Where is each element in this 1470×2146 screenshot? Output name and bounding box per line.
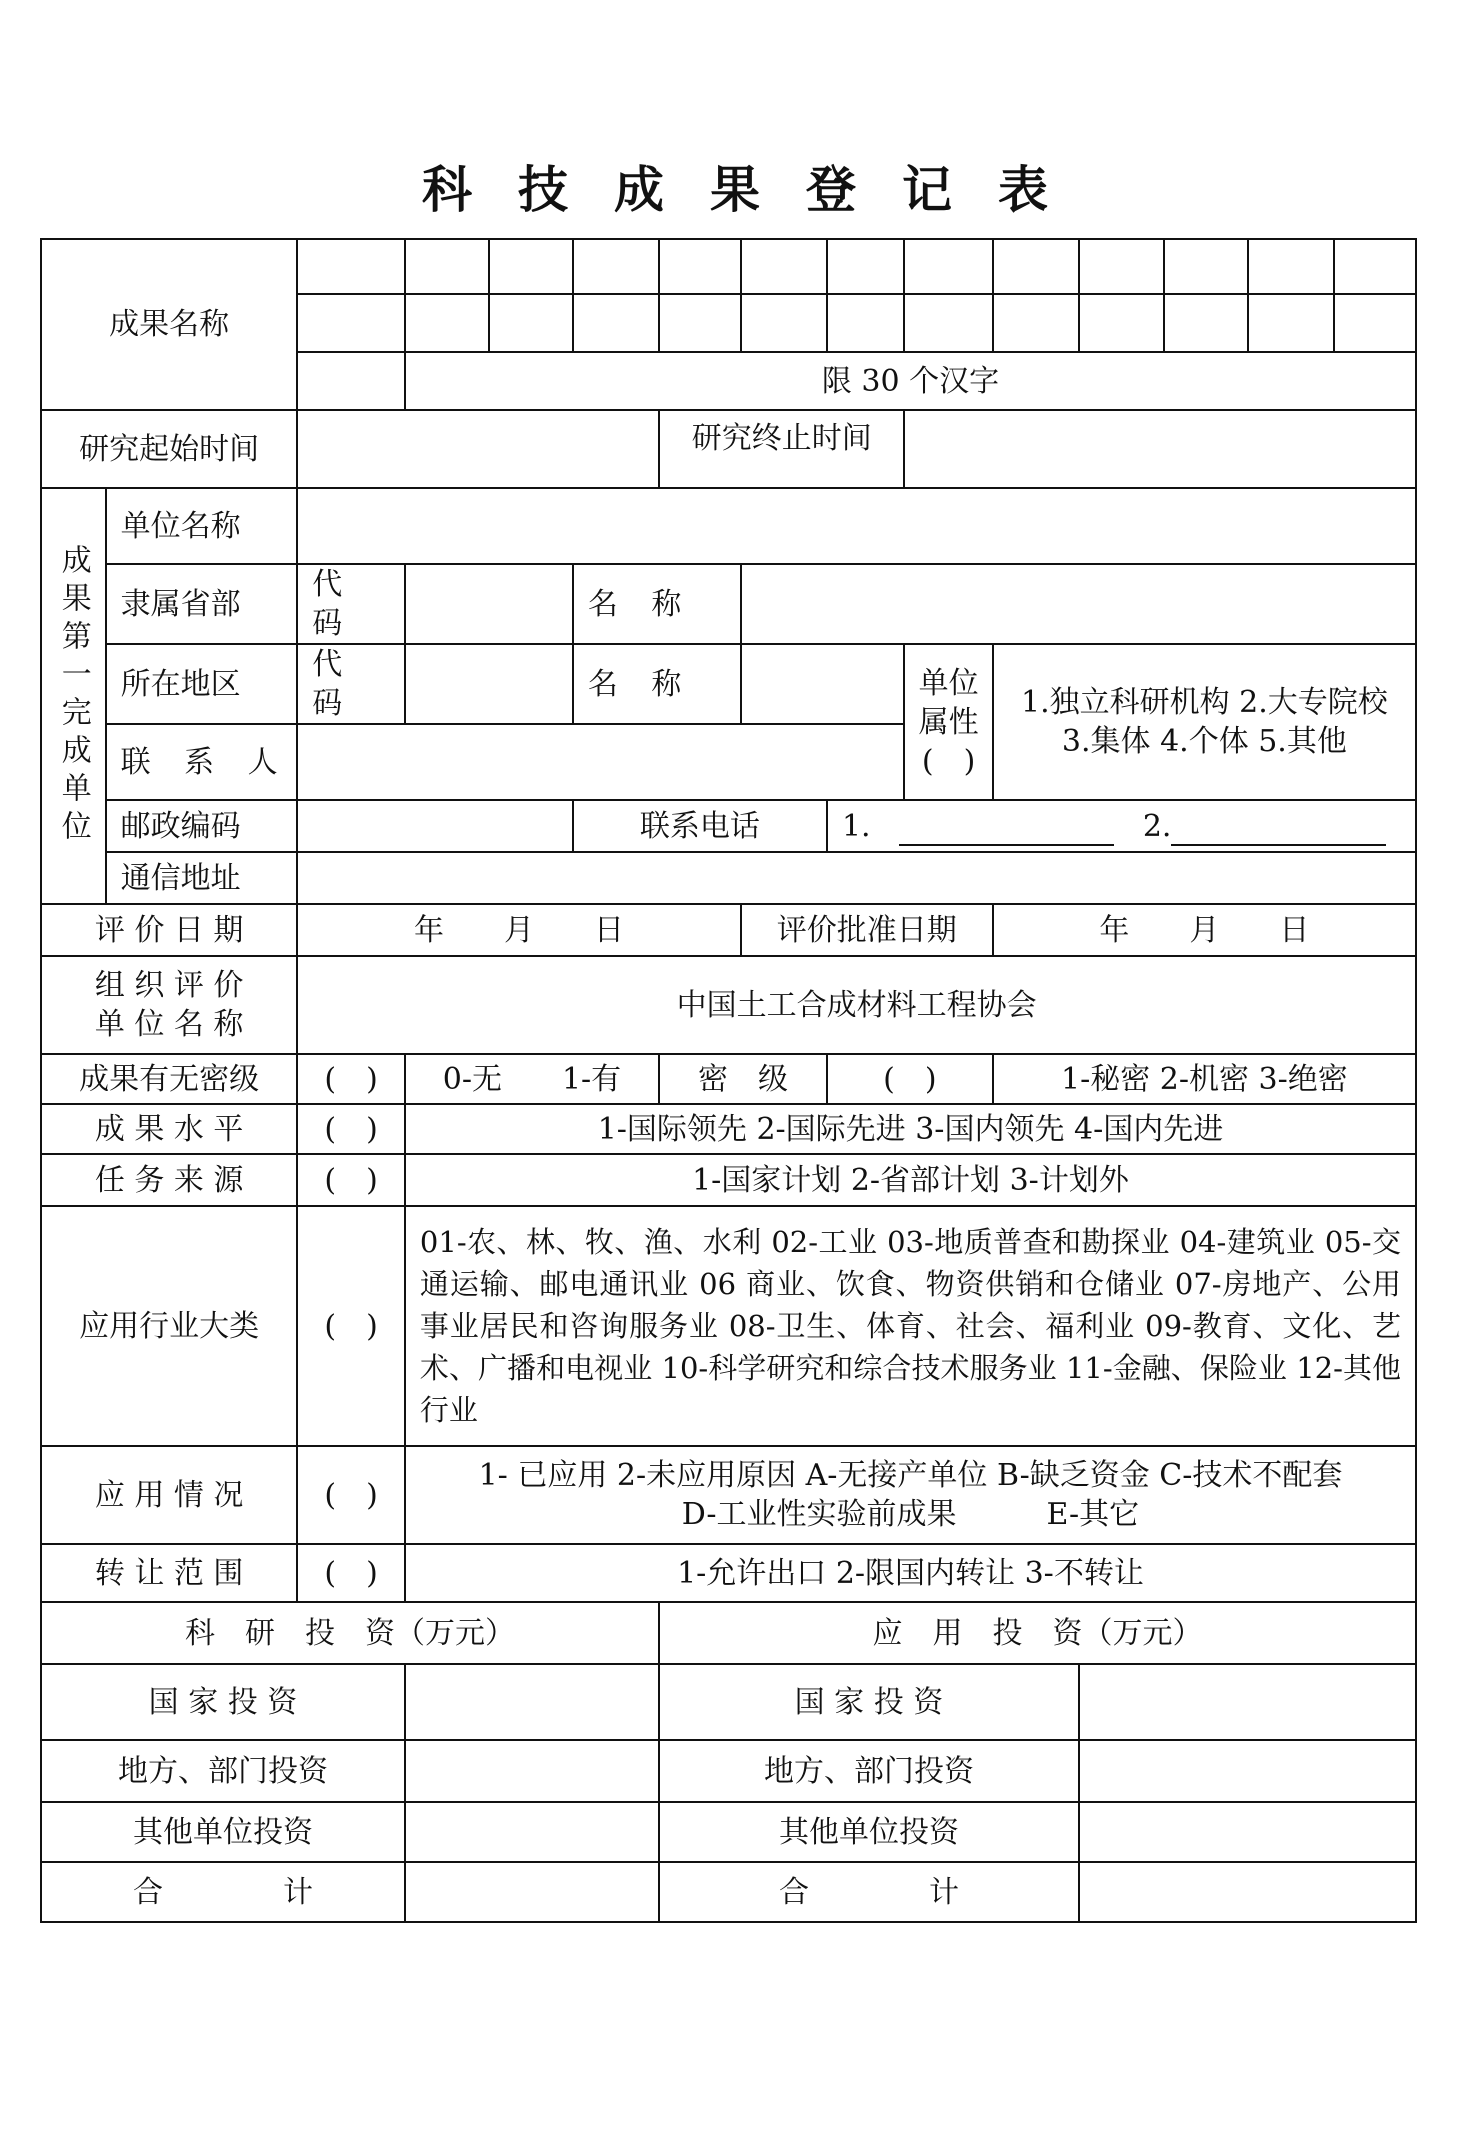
apply-invest-header: 应 用 投 资（万元）	[659, 1602, 1416, 1664]
name-char-cell[interactable]	[1079, 294, 1164, 352]
apply-invest-row-label: 其他单位投资	[659, 1802, 1079, 1862]
secret-options: 0-无 1-有	[405, 1054, 659, 1104]
apply-invest-row-label: 国 家 投 资	[659, 1664, 1079, 1740]
region-code-label: 代 码	[297, 644, 405, 724]
industry-paren[interactable]: ( )	[297, 1206, 405, 1446]
research-end-field[interactable]	[904, 410, 1416, 488]
transfer-options: 1-允许出口 2-限国内转让 3-不转让	[405, 1544, 1416, 1602]
name-char-cell[interactable]	[827, 239, 905, 294]
research-start-field[interactable]	[297, 410, 659, 488]
research-invest-header: 科 研 投 资（万元）	[41, 1602, 659, 1664]
secret-level-label: 密 级	[659, 1054, 827, 1104]
contact-field[interactable]	[297, 724, 904, 800]
research-invest-row-label: 地方、部门投资	[41, 1740, 405, 1802]
name-char-cell[interactable]	[297, 352, 405, 410]
org-label: 组 织 评 价 单 位 名 称	[41, 956, 297, 1054]
usage-paren[interactable]: ( )	[297, 1446, 405, 1544]
name-char-cell[interactable]	[993, 294, 1079, 352]
name-char-cell[interactable]	[573, 294, 659, 352]
name-char-cell[interactable]	[297, 294, 405, 352]
apply-invest-row-label: 地方、部门投资	[659, 1740, 1079, 1802]
dept-name-field[interactable]	[741, 564, 1416, 644]
name-char-cell[interactable]	[741, 294, 827, 352]
eval-approve-field[interactable]: 年 月 日	[993, 904, 1416, 956]
usage-options: 1- 已应用 2-未应用原因 A-无接产单位 B-缺乏资金 C-技术不配套 D-工业性实验前成果 E-其它	[405, 1446, 1416, 1544]
postcode-label: 邮政编码	[106, 800, 298, 852]
level-label: 成 果 水 平	[41, 1104, 297, 1154]
dept-label: 隶属省部	[106, 564, 298, 644]
phone-field[interactable]: 1. 2.	[827, 800, 1416, 852]
region-code-field[interactable]	[405, 644, 573, 724]
apply-invest-row-field[interactable]	[1079, 1664, 1416, 1740]
name-char-cell[interactable]	[827, 294, 905, 352]
research-invest-row-field[interactable]	[405, 1664, 659, 1740]
research-start-label: 研究起始时间	[41, 410, 297, 488]
registration-form-table	[40, 238, 1417, 1923]
apply-invest-total-label: 合 计	[659, 1862, 1079, 1922]
org-value: 中国土工合成材料工程协会	[297, 956, 1416, 1054]
dept-code-field[interactable]	[405, 564, 573, 644]
apply-invest-row-field[interactable]	[1079, 1802, 1416, 1862]
source-paren[interactable]: ( )	[297, 1154, 405, 1206]
research-invest-total-label: 合 计	[41, 1862, 405, 1922]
research-invest-row-label: 其他单位投资	[41, 1802, 405, 1862]
industry-options: 01-农、林、牧、渔、水利 02-工业 03-地质普查和勘探业 04-建筑业 05-交通运输、邮电通讯业 06 商业、饮食、物资供销和仓储业 07-房地产、公用事业居民和咨询服务业 08-卫生、体育、社会、福利业 09-教育、文化、艺术、广播和电视业 10-科学研究和综合技术服务业 11-金融、保险业 12-其他行业	[405, 1206, 1416, 1446]
name-char-cell[interactable]	[904, 239, 992, 294]
source-options: 1-国家计划 2-省部计划 3-计划外	[405, 1154, 1416, 1206]
postcode-field[interactable]	[297, 800, 573, 852]
eval-date-field[interactable]: 年 月 日	[297, 904, 741, 956]
name-char-cell[interactable]	[993, 239, 1079, 294]
dept-code-label: 代 码	[297, 564, 405, 644]
research-invest-row-field[interactable]	[405, 1740, 659, 1802]
name-char-cell[interactable]	[1248, 239, 1334, 294]
eval-date-label: 评 价 日 期	[41, 904, 297, 956]
secret-level-options: 1-秘密 2-机密 3-绝密	[993, 1054, 1416, 1104]
name-char-cell[interactable]	[573, 239, 659, 294]
name-char-cell[interactable]	[1248, 294, 1334, 352]
region-name-field[interactable]	[741, 644, 905, 724]
apply-invest-row-field[interactable]	[1079, 1740, 1416, 1802]
name-char-cell[interactable]	[741, 239, 827, 294]
address-field[interactable]	[297, 852, 1416, 904]
name-char-cell[interactable]	[489, 294, 573, 352]
research-invest-row-field[interactable]	[405, 1802, 659, 1862]
region-name-label: 名 称	[573, 644, 741, 724]
name-char-cell[interactable]	[1334, 239, 1416, 294]
secret-paren[interactable]: ( )	[297, 1054, 405, 1104]
char-limit-note: 限 30 个汉字	[405, 352, 1416, 410]
name-char-cell[interactable]	[489, 239, 573, 294]
name-char-cell[interactable]	[659, 294, 741, 352]
name-char-cell[interactable]	[405, 239, 489, 294]
unit-name-label: 单位名称	[106, 488, 298, 564]
research-invest-total-field[interactable]	[405, 1862, 659, 1922]
first-unit-side-label: 成果第一完成单位	[41, 488, 106, 904]
eval-approve-label: 评价批准日期	[741, 904, 993, 956]
form-title: 科技成果登记表	[422, 160, 1094, 219]
phone-label: 联系电话	[573, 800, 827, 852]
region-label: 所在地区	[106, 644, 298, 724]
secret-level-paren[interactable]: ( )	[827, 1054, 993, 1104]
apply-invest-total-field[interactable]	[1079, 1862, 1416, 1922]
dept-name-label: 名 称	[573, 564, 741, 644]
address-label: 通信地址	[106, 852, 298, 904]
research-invest-row-label: 国 家 投 资	[41, 1664, 405, 1740]
level-paren[interactable]: ( )	[297, 1104, 405, 1154]
level-options: 1-国际领先 2-国际先进 3-国内领先 4-国内先进	[405, 1104, 1416, 1154]
industry-label: 应用行业大类	[41, 1206, 297, 1446]
name-char-cell[interactable]	[1164, 294, 1248, 352]
name-char-cell[interactable]	[405, 294, 489, 352]
contact-label: 联 系 人	[106, 724, 298, 800]
name-char-cell[interactable]	[1164, 239, 1248, 294]
transfer-paren[interactable]: ( )	[297, 1544, 405, 1602]
name-char-cell[interactable]	[1334, 294, 1416, 352]
source-label: 任 务 来 源	[41, 1154, 297, 1206]
research-end-label: 研究终止时间	[659, 410, 904, 488]
unit-attr-label: 单位 属性 ( )	[904, 644, 992, 800]
unit-attr-options: 1.独立科研机构 2.大专院校 3.集体 4.个体 5.其他	[993, 644, 1416, 800]
name-char-cell[interactable]	[904, 294, 992, 352]
usage-label: 应 用 情 况	[41, 1446, 297, 1544]
secret-label: 成果有无密级	[41, 1054, 297, 1104]
unit-name-field[interactable]	[297, 488, 1416, 564]
unit-attr-paren[interactable]: ( )	[921, 743, 976, 779]
name-char-cell[interactable]	[1079, 239, 1164, 294]
name-char-cell[interactable]	[297, 239, 405, 294]
name-char-cell[interactable]	[659, 239, 741, 294]
transfer-label: 转 让 范 围	[41, 1544, 297, 1602]
achievement-name-label: 成果名称	[41, 239, 297, 410]
